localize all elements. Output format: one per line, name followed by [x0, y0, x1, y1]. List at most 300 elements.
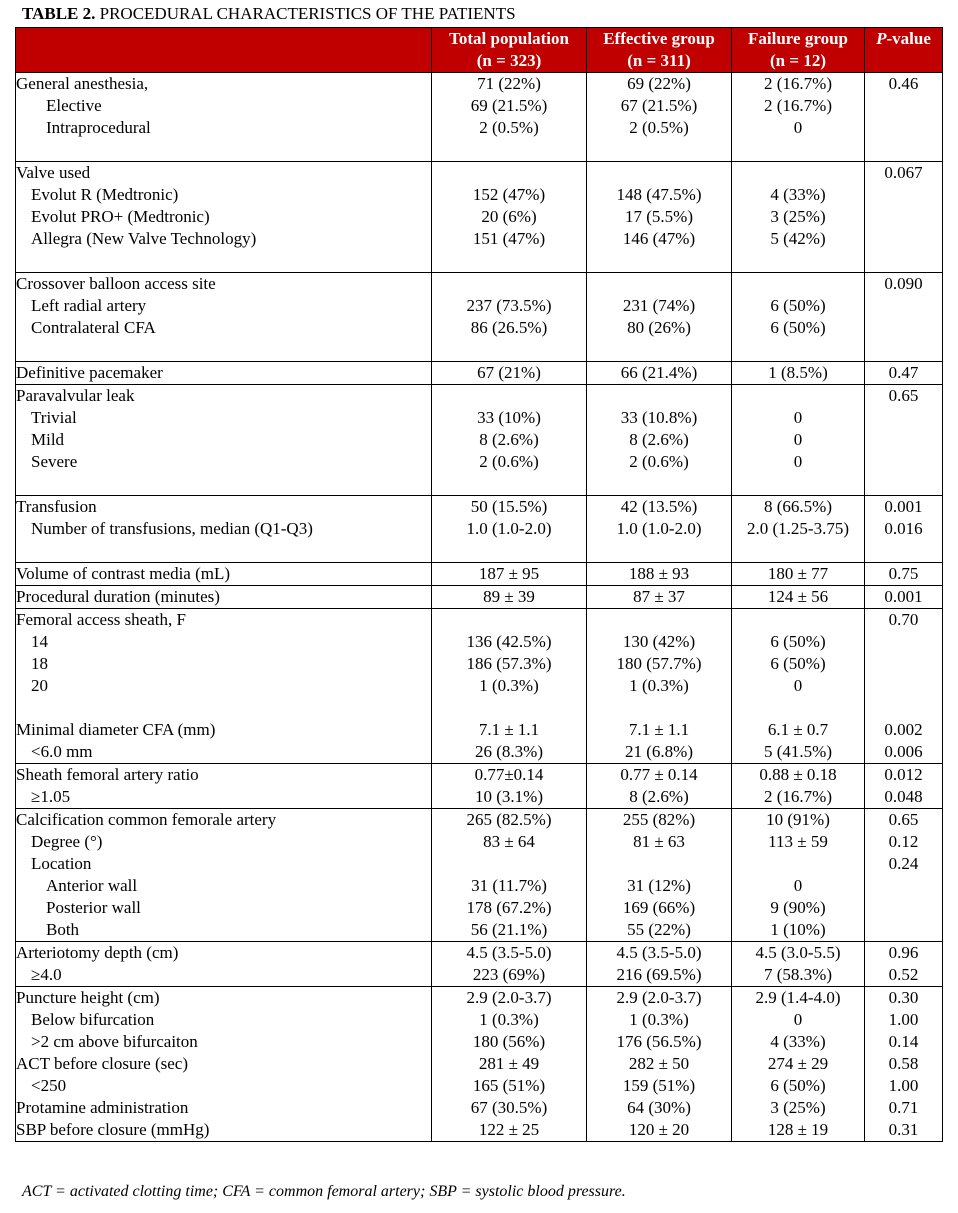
row-label: Trivial	[31, 408, 77, 427]
row-label	[16, 250, 431, 272]
cell-value	[432, 853, 586, 875]
cell-value: 0.006	[884, 742, 923, 761]
cell-value: 0.090	[884, 274, 923, 293]
cell-value: 2 (16.7%)	[764, 96, 832, 115]
cell-value: 8 (2.6%)	[479, 430, 539, 449]
row-label: Both	[46, 920, 80, 939]
cell-value	[432, 139, 586, 161]
cell-value: 2.9 (2.0-3.7)	[616, 988, 702, 1007]
cell-value: 42 (13.5%)	[620, 497, 698, 516]
cell-value	[432, 473, 586, 495]
cell-characteristic	[16, 586, 432, 609]
row-label: Procedural duration (minutes)	[16, 587, 220, 606]
table-row	[16, 809, 943, 942]
cell-pvalue	[865, 563, 943, 586]
cell-value	[865, 95, 942, 117]
table-row	[16, 764, 943, 809]
cell-value: 169 (66%)	[622, 898, 696, 917]
cell-value: 2.9 (2.0-3.7)	[466, 988, 552, 1007]
row-label: Intraprocedural	[46, 118, 151, 137]
cell-failure	[732, 764, 865, 809]
cell-value: 0.46	[888, 74, 919, 93]
cell-value: 237 (73.5%)	[466, 296, 552, 315]
row-label: 18	[31, 654, 48, 673]
cell-value	[865, 473, 942, 495]
cell-pvalue	[865, 73, 943, 162]
table-row	[16, 609, 943, 764]
header-cell-characteristic	[16, 28, 432, 73]
cell-value: 151 (47%)	[472, 229, 546, 248]
table-number: TABLE 2.	[22, 4, 96, 23]
cell-value: 10 (91%)	[766, 810, 830, 829]
cell-value: 50 (15.5%)	[470, 497, 548, 516]
cell-value: 7.1 ± 1.1	[478, 720, 540, 739]
cell-value: 1 (0.3%)	[479, 676, 539, 695]
cell-value: 6 (50%)	[770, 318, 826, 337]
cell-value	[865, 295, 942, 317]
cell-pvalue	[865, 609, 943, 764]
cell-value: 165 (51%)	[472, 1076, 546, 1095]
header-sublabel: (n = 12)	[770, 51, 826, 70]
row-label: Anterior wall	[46, 876, 138, 895]
cell-effective	[587, 162, 732, 273]
cell-value: 0	[793, 452, 803, 471]
cell-value: 2.0 (1.25-3.75)	[747, 519, 849, 538]
cell-failure	[732, 273, 865, 362]
cell-failure	[732, 809, 865, 942]
cell-effective	[587, 764, 732, 809]
cell-characteristic	[16, 362, 432, 385]
cell-value: 0.47	[888, 363, 919, 382]
cell-total	[432, 362, 587, 385]
cell-value: 0	[793, 408, 803, 427]
cell-value: 1.0 (1.0-2.0)	[616, 519, 702, 538]
cell-value: 281 ± 49	[478, 1054, 540, 1073]
table-row	[16, 162, 943, 273]
cell-value: 0.001	[884, 497, 923, 516]
cell-value: 8 (2.6%)	[629, 430, 689, 449]
cell-value: 21 (6.8%)	[625, 742, 693, 761]
cell-total	[432, 809, 587, 942]
cell-value: 120 ± 20	[628, 1120, 690, 1139]
cell-value: 2 (16.7%)	[764, 787, 832, 806]
cell-value: 31 (12%)	[627, 876, 691, 895]
cell-total	[432, 385, 587, 496]
row-label: Paravalvular leak	[16, 386, 135, 405]
row-label: General anesthesia,	[16, 74, 149, 93]
cell-value: 0	[793, 118, 803, 137]
cell-value: 0	[793, 430, 803, 449]
header-cell-failure	[732, 28, 865, 73]
header-row	[16, 28, 943, 73]
cell-effective	[587, 563, 732, 586]
cell-failure	[732, 942, 865, 987]
cell-value: 7.1 ± 1.1	[628, 720, 690, 739]
cell-value	[587, 162, 731, 184]
cell-effective	[587, 385, 732, 496]
cell-value: 26 (8.3%)	[475, 742, 543, 761]
cell-value: 113 ± 59	[768, 832, 828, 851]
cell-value: 255 (82%)	[622, 810, 696, 829]
cell-value: 231 (74%)	[622, 296, 696, 315]
cell-value: 265 (82.5%)	[466, 810, 552, 829]
cell-value: 159 (51%)	[622, 1076, 696, 1095]
row-label: Definitive pacemaker	[16, 363, 163, 382]
cell-characteristic	[16, 764, 432, 809]
cell-failure	[732, 162, 865, 273]
header-sublabel: (n = 323)	[476, 51, 542, 70]
row-label: Left radial artery	[31, 296, 147, 315]
row-label: Crossover balloon access site	[16, 274, 216, 293]
cell-value: 4.5 (3.5-5.0)	[616, 943, 702, 962]
cell-value: 187 ± 95	[478, 564, 540, 583]
cell-value	[865, 451, 942, 473]
cell-value: 178 (67.2%)	[466, 898, 552, 917]
cell-value: 6 (50%)	[770, 296, 826, 315]
row-label	[16, 540, 431, 562]
cell-value	[732, 162, 864, 184]
cell-value: 7 (58.3%)	[764, 965, 832, 984]
row-label: Protamine administration	[16, 1098, 189, 1117]
cell-value	[587, 540, 731, 562]
cell-value: 1 (0.3%)	[629, 676, 689, 695]
cell-value	[732, 250, 864, 272]
cell-value: 0.65	[888, 386, 919, 405]
header-label: Total population	[449, 29, 569, 48]
cell-characteristic	[16, 609, 432, 764]
cell-value	[732, 473, 864, 495]
row-label: SBP before closure (mmHg)	[16, 1120, 210, 1139]
cell-value: 180 ± 77	[767, 564, 829, 583]
cell-value	[587, 609, 731, 631]
table-body	[16, 73, 943, 1142]
cell-pvalue	[865, 942, 943, 987]
cell-value	[587, 250, 731, 272]
cell-value	[865, 250, 942, 272]
cell-value: 2 (0.6%)	[629, 452, 689, 471]
row-label: ACT before closure (sec)	[16, 1054, 188, 1073]
table-row	[16, 586, 943, 609]
cell-pvalue	[865, 496, 943, 563]
cell-value: 0.96	[888, 943, 919, 962]
table-row	[16, 362, 943, 385]
cell-total	[432, 162, 587, 273]
cell-characteristic	[16, 385, 432, 496]
cell-value	[732, 139, 864, 161]
cell-value: 67 (30.5%)	[470, 1098, 548, 1117]
cell-value: 0.77 ± 0.14	[620, 765, 698, 784]
cell-value	[587, 139, 731, 161]
row-label	[16, 339, 431, 361]
cell-value	[865, 919, 942, 941]
cell-value: 3 (25%)	[770, 1098, 826, 1117]
header-cell-effective	[587, 28, 732, 73]
cell-failure	[732, 496, 865, 563]
cell-value: 0.71	[888, 1098, 919, 1117]
row-label: 14	[31, 632, 48, 651]
row-label: <6.0 mm	[31, 742, 93, 761]
cell-value: 2 (0.6%)	[479, 452, 539, 471]
row-label: Allegra (New Valve Technology)	[31, 229, 257, 248]
cell-total	[432, 609, 587, 764]
cell-value: 66 (21.4%)	[620, 363, 698, 382]
cell-value: 1.00	[888, 1010, 919, 1029]
cell-value: 0.016	[884, 519, 923, 538]
cell-value: 5 (42%)	[770, 229, 826, 248]
cell-characteristic	[16, 73, 432, 162]
cell-value: 2.9 (1.4-4.0)	[755, 988, 841, 1007]
cell-value	[432, 339, 586, 361]
cell-value	[865, 875, 942, 897]
cell-failure	[732, 609, 865, 764]
cell-effective	[587, 496, 732, 563]
cell-value: 17 (5.5%)	[625, 207, 693, 226]
cell-failure	[732, 362, 865, 385]
table-row	[16, 273, 943, 362]
cell-value: 0	[793, 676, 803, 695]
cell-effective	[587, 273, 732, 362]
cell-characteristic	[16, 273, 432, 362]
row-label: Femoral access sheath, F	[16, 610, 186, 629]
cell-value: 180 (57.7%)	[616, 654, 702, 673]
cell-value: 3 (25%)	[770, 207, 826, 226]
cell-value	[732, 385, 864, 407]
row-label: Contralateral CFA	[31, 318, 156, 337]
header-cell-total	[432, 28, 587, 73]
cell-value	[587, 273, 731, 295]
cell-value: 5 (41.5%)	[764, 742, 832, 761]
cell-value	[865, 631, 942, 653]
row-label: Minimal diameter CFA (mm)	[16, 720, 216, 739]
cell-value: 1.0 (1.0-2.0)	[466, 519, 552, 538]
cell-effective	[587, 809, 732, 942]
cell-value: 55 (22%)	[627, 920, 691, 939]
cell-value: 0.77±0.14	[474, 765, 544, 784]
cell-value	[432, 385, 586, 407]
cell-effective	[587, 586, 732, 609]
cell-value: 0.31	[888, 1120, 919, 1139]
cell-value: 4.5 (3.0-5.5)	[755, 943, 841, 962]
table-title	[22, 4, 516, 24]
cell-value: 2 (0.5%)	[629, 118, 689, 137]
cell-total	[432, 563, 587, 586]
row-label: Elective	[46, 96, 102, 115]
row-label: Volume of contrast media (mL)	[16, 564, 231, 583]
row-label: <250	[31, 1076, 67, 1095]
table-row	[16, 73, 943, 162]
cell-value: 87 ± 37	[633, 587, 685, 606]
cell-failure	[732, 73, 865, 162]
cell-value: 6 (50%)	[770, 1076, 826, 1095]
cell-value: 146 (47%)	[622, 229, 696, 248]
cell-value: 0.88 ± 0.18	[759, 765, 837, 784]
cell-value: 1.00	[888, 1076, 919, 1095]
cell-value: 31 (11.7%)	[471, 876, 547, 895]
cell-value: 0.65	[888, 810, 919, 829]
cell-value	[587, 385, 731, 407]
cell-total	[432, 764, 587, 809]
cell-value: 0.002	[884, 720, 923, 739]
cell-pvalue	[865, 809, 943, 942]
cell-total	[432, 942, 587, 987]
cell-value: 71 (22%)	[477, 74, 541, 93]
cell-value: 0.12	[888, 832, 919, 851]
row-label: Below bifurcation	[31, 1010, 155, 1029]
cell-value: 4.5 (3.5-5.0)	[466, 943, 552, 962]
cell-characteristic	[16, 987, 432, 1142]
row-label: Puncture height (cm)	[16, 988, 160, 1007]
cell-value: 1 (0.3%)	[479, 1010, 539, 1029]
row-label	[16, 139, 431, 161]
cell-pvalue	[865, 162, 943, 273]
cell-pvalue	[865, 764, 943, 809]
cell-value: 188 ± 93	[628, 564, 690, 583]
row-label: Valve used	[16, 163, 91, 182]
row-label: Sheath femoral artery ratio	[16, 765, 199, 784]
cell-value: 89 ± 39	[483, 587, 535, 606]
cell-value: 124 ± 56	[767, 587, 829, 606]
cell-value	[865, 897, 942, 919]
cell-value: 80 (26%)	[627, 318, 691, 337]
cell-value: 1 (0.3%)	[629, 1010, 689, 1029]
cell-value	[865, 697, 942, 719]
cell-value: 64 (30%)	[627, 1098, 691, 1117]
cell-characteristic	[16, 496, 432, 563]
row-label: Mild	[31, 430, 65, 449]
cell-value	[732, 273, 864, 295]
cell-value: 8 (66.5%)	[764, 497, 832, 516]
row-label: ≥4.0	[31, 965, 62, 984]
table-row	[16, 942, 943, 987]
cell-value	[865, 206, 942, 228]
cell-value: 223 (69%)	[472, 965, 546, 984]
cell-value: 180 (56%)	[472, 1032, 546, 1051]
cell-pvalue	[865, 273, 943, 362]
cell-characteristic	[16, 563, 432, 586]
cell-value: 9 (90%)	[770, 898, 826, 917]
header-cell-pvalue	[865, 28, 943, 73]
cell-value: 0.52	[888, 965, 919, 984]
cell-value: 67 (21.5%)	[620, 96, 698, 115]
row-label: >2 cm above bifurcaiton	[31, 1032, 198, 1051]
table-footnote: ACT = activated clotting time; CFA = common femoral artery; SBP = systolic blood pressure.	[22, 1183, 626, 1200]
cell-value: 130 (42%)	[622, 632, 696, 651]
cell-value: 0.012	[884, 765, 923, 784]
cell-value: 56 (21.1%)	[470, 920, 548, 939]
cell-value: 274 ± 29	[767, 1054, 829, 1073]
cell-total	[432, 273, 587, 362]
row-label	[16, 697, 431, 719]
cell-value: 0.048	[884, 787, 923, 806]
cell-value	[865, 675, 942, 697]
cell-effective	[587, 609, 732, 764]
cell-pvalue	[865, 586, 943, 609]
row-label: Arteriotomy depth (cm)	[16, 943, 179, 962]
cell-value: 0.30	[888, 988, 919, 1007]
header-label: Failure group	[748, 29, 848, 48]
cell-value: 2 (0.5%)	[479, 118, 539, 137]
cell-failure	[732, 563, 865, 586]
cell-value	[432, 162, 586, 184]
cell-value: 148 (47.5%)	[616, 185, 702, 204]
cell-value: 8 (2.6%)	[629, 787, 689, 806]
cell-value: 136 (42.5%)	[466, 632, 552, 651]
cell-value: 2 (16.7%)	[764, 74, 832, 93]
procedural-characteristics-table	[15, 27, 943, 1142]
cell-effective	[587, 942, 732, 987]
cell-value: 33 (10.8%)	[620, 408, 698, 427]
cell-value: 186 (57.3%)	[466, 654, 552, 673]
cell-value: 83 ± 64	[483, 832, 535, 851]
cell-characteristic	[16, 162, 432, 273]
cell-value: 0.70	[888, 610, 919, 629]
cell-value	[732, 609, 864, 631]
table-row	[16, 987, 943, 1142]
cell-value: 0.001	[884, 587, 923, 606]
row-label: Posterior wall	[46, 898, 141, 917]
table-row	[16, 385, 943, 496]
cell-total	[432, 496, 587, 563]
cell-value: 0.067	[884, 163, 923, 182]
cell-value: 1 (10%)	[770, 920, 826, 939]
cell-pvalue	[865, 385, 943, 496]
cell-value	[865, 540, 942, 562]
cell-value	[432, 697, 586, 719]
cell-value	[865, 407, 942, 429]
cell-value	[865, 339, 942, 361]
cell-value: 4 (33%)	[770, 185, 826, 204]
cell-value: 176 (56.5%)	[616, 1032, 702, 1051]
row-label: ≥1.05	[31, 787, 71, 806]
row-label: Evolut PRO+ (Medtronic)	[31, 207, 210, 226]
cell-total	[432, 73, 587, 162]
cell-value: 81 ± 63	[633, 832, 685, 851]
cell-value: 33 (10%)	[477, 408, 541, 427]
cell-value	[865, 228, 942, 250]
cell-value: 20 (6%)	[481, 207, 537, 226]
cell-characteristic	[16, 809, 432, 942]
cell-value: 0.24	[888, 854, 919, 873]
header-sublabel: (n = 311)	[627, 51, 691, 70]
cell-value: 216 (69.5%)	[616, 965, 702, 984]
cell-value: 0	[793, 876, 803, 895]
cell-pvalue	[865, 362, 943, 385]
cell-value: 6.1 ± 0.7	[767, 720, 829, 739]
cell-value	[732, 540, 864, 562]
cell-total	[432, 987, 587, 1142]
cell-value	[865, 653, 942, 675]
cell-value: 128 ± 19	[767, 1120, 829, 1139]
cell-failure	[732, 586, 865, 609]
row-label: Calcification common femorale artery	[16, 810, 277, 829]
cell-value: 152 (47%)	[472, 185, 546, 204]
cell-value: 282 ± 50	[628, 1054, 690, 1073]
cell-effective	[587, 73, 732, 162]
cell-value: 6 (50%)	[770, 632, 826, 651]
row-label	[16, 473, 431, 495]
row-label: 20	[31, 676, 48, 695]
cell-value: 6 (50%)	[770, 654, 826, 673]
cell-value: 122 ± 25	[478, 1120, 540, 1139]
cell-value	[865, 317, 942, 339]
cell-effective	[587, 987, 732, 1142]
cell-value	[432, 250, 586, 272]
cell-effective	[587, 362, 732, 385]
cell-value	[587, 339, 731, 361]
cell-value	[587, 473, 731, 495]
cell-total	[432, 586, 587, 609]
p-suffix: -value	[886, 29, 931, 48]
